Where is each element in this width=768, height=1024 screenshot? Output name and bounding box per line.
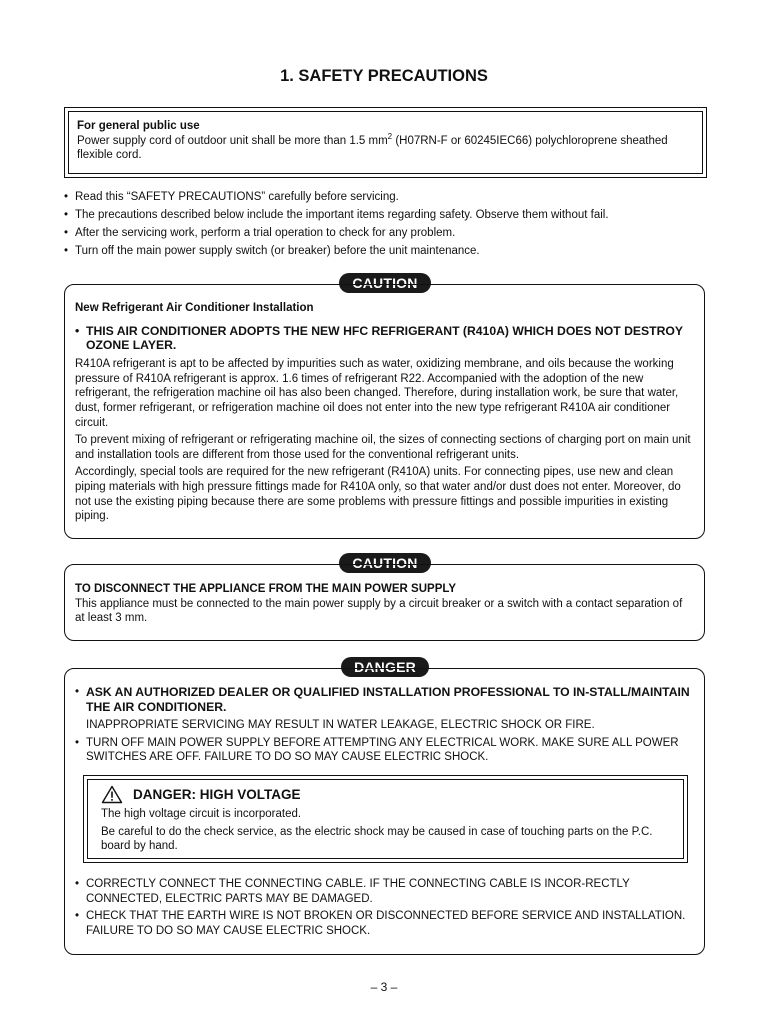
general-box-heading: For general public use xyxy=(77,120,200,132)
general-box-text: Power supply cord of outdoor unit shall be more than 1.5 $mm^2$ (H07RN-F or 60245IEC66) polychloroprene sheathed flexible cord. xyxy=(77,131,668,162)
caution1-paragraph: R410A refrigerant is apt to be affected by impurities such as water, oxidizing membrane, and oils because the working pressure of R410A refrigerant is approx. 1.6 times of refrigerant R22. Accompanied with the adoption of the new refrigerant, the refrigeration machine oil has also been changed. Therefore, during installation work, be sure that water, dust, former refrigerant, or refrigeration machine oil does not enter into the new type refrigerant R410A air conditioner circuit. xyxy=(75,358,679,429)
high-voltage-title: DANGER: HIGH VOLTAGE xyxy=(101,785,673,804)
caution2-heading: TO DISCONNECT THE APPLIANCE FROM THE MAIN POWER SUPPLY xyxy=(75,583,457,595)
high-voltage-box xyxy=(83,775,688,863)
caution1-paragraph: Accordingly, special tools are required for the new refrigerant (R410A) units. For connecting pipes, use new and clean piping materials with high pressure fittings made for R410A only, so that water and/or dust does not enter. Moreover, do not use the existing piping because there are some problems with pressure fittings and possible impurities in existing piping. xyxy=(75,466,681,523)
intro-bullet-list xyxy=(64,190,704,262)
warning-triangle-icon xyxy=(101,785,123,804)
caution-refrigerant-panel xyxy=(64,284,705,539)
intro-bullet: • After the servicing work, perform a trial operation to check for any problem. xyxy=(64,226,704,241)
caution-badge: CAUTION xyxy=(339,553,431,573)
danger-bullet: • TURN OFF MAIN POWER SUPPLY BEFORE ATTEMPTING ANY ELECTRICAL WORK. MAKE SURE ALL POWER SWITCHES ARE OFF. FAILURE TO DO SO MAY CAUSE ELECTRIC SHOCK. xyxy=(75,736,694,765)
page-number: – 3 – xyxy=(370,980,398,994)
intro-bullet: • Read this “SAFETY PRECAUTIONS” carefully before servicing. xyxy=(64,190,704,205)
high-voltage-line: Be careful to do the check service, as the electric shock may be caused in case of touching parts on the P.C. board by hand. xyxy=(101,825,653,853)
intro-bullet: • Turn off the main power supply switch (or breaker) before the unit maintenance. xyxy=(64,244,704,259)
caution2-text: This appliance must be connected to the main power supply by a circuit breaker or a switch with a contact separation of at least 3 mm. xyxy=(75,597,683,625)
caution1-paragraph: To prevent mixing of refrigerant or refrigerating machine oil, the sizes of connecting sections of charging port on main unit and installation tools are different from those used for the conventional refrigerant units. xyxy=(75,434,691,461)
danger-bullet1-heading: • ASK AN AUTHORIZED DEALER OR QUALIFIED INSTALLATION PROFESSIONAL TO IN-STALL/MAINTAIN THE AIR CONDITIONER. xyxy=(86,685,690,714)
danger-lower-bullets xyxy=(75,877,694,941)
danger-bullet1-text: INAPPROPRIATE SERVICING MAY RESULT IN WATER LEAKAGE, ELECTRIC SHOCK OR FIRE. xyxy=(86,719,595,731)
caution-badge: CAUTION xyxy=(339,273,431,293)
caution-disconnect-panel xyxy=(64,564,705,641)
danger-badge: DANGER xyxy=(341,657,429,677)
intro-bullet: • The precautions described below include the important items regarding safety. Observe them without fail. xyxy=(64,208,704,223)
caution1-heading: New Refrigerant Air Conditioner Installation xyxy=(75,302,314,314)
danger-bullet: • CORRECTLY CONNECT THE CONNECTING CABLE. IF THE CONNECTING CABLE IS INCOR-RECTLY CONNECTED, ELECTRIC PARTS MAY BE DAMAGED. xyxy=(75,877,694,906)
high-voltage-line: The high voltage circuit is incorporated. xyxy=(101,808,302,820)
danger-bullet xyxy=(75,685,694,733)
page-title: 1. SAFETY PRECAUTIONS xyxy=(280,67,488,85)
danger-panel xyxy=(64,668,705,955)
danger-bullet: • CHECK THAT THE EARTH WIRE IS NOT BROKEN OR DISCONNECTED BEFORE SERVICE AND INSTALLATION. FAILURE TO DO SO MAY CAUSE ELECTRIC SHOCK. xyxy=(75,909,694,938)
caution1-bullet: • THIS AIR CONDITIONER ADOPTS THE NEW HFC REFRIGERANT (R410A) WHICH DOES NOT DESTROY OZONE LAYER. xyxy=(75,324,694,354)
general-public-use-box xyxy=(64,107,707,178)
